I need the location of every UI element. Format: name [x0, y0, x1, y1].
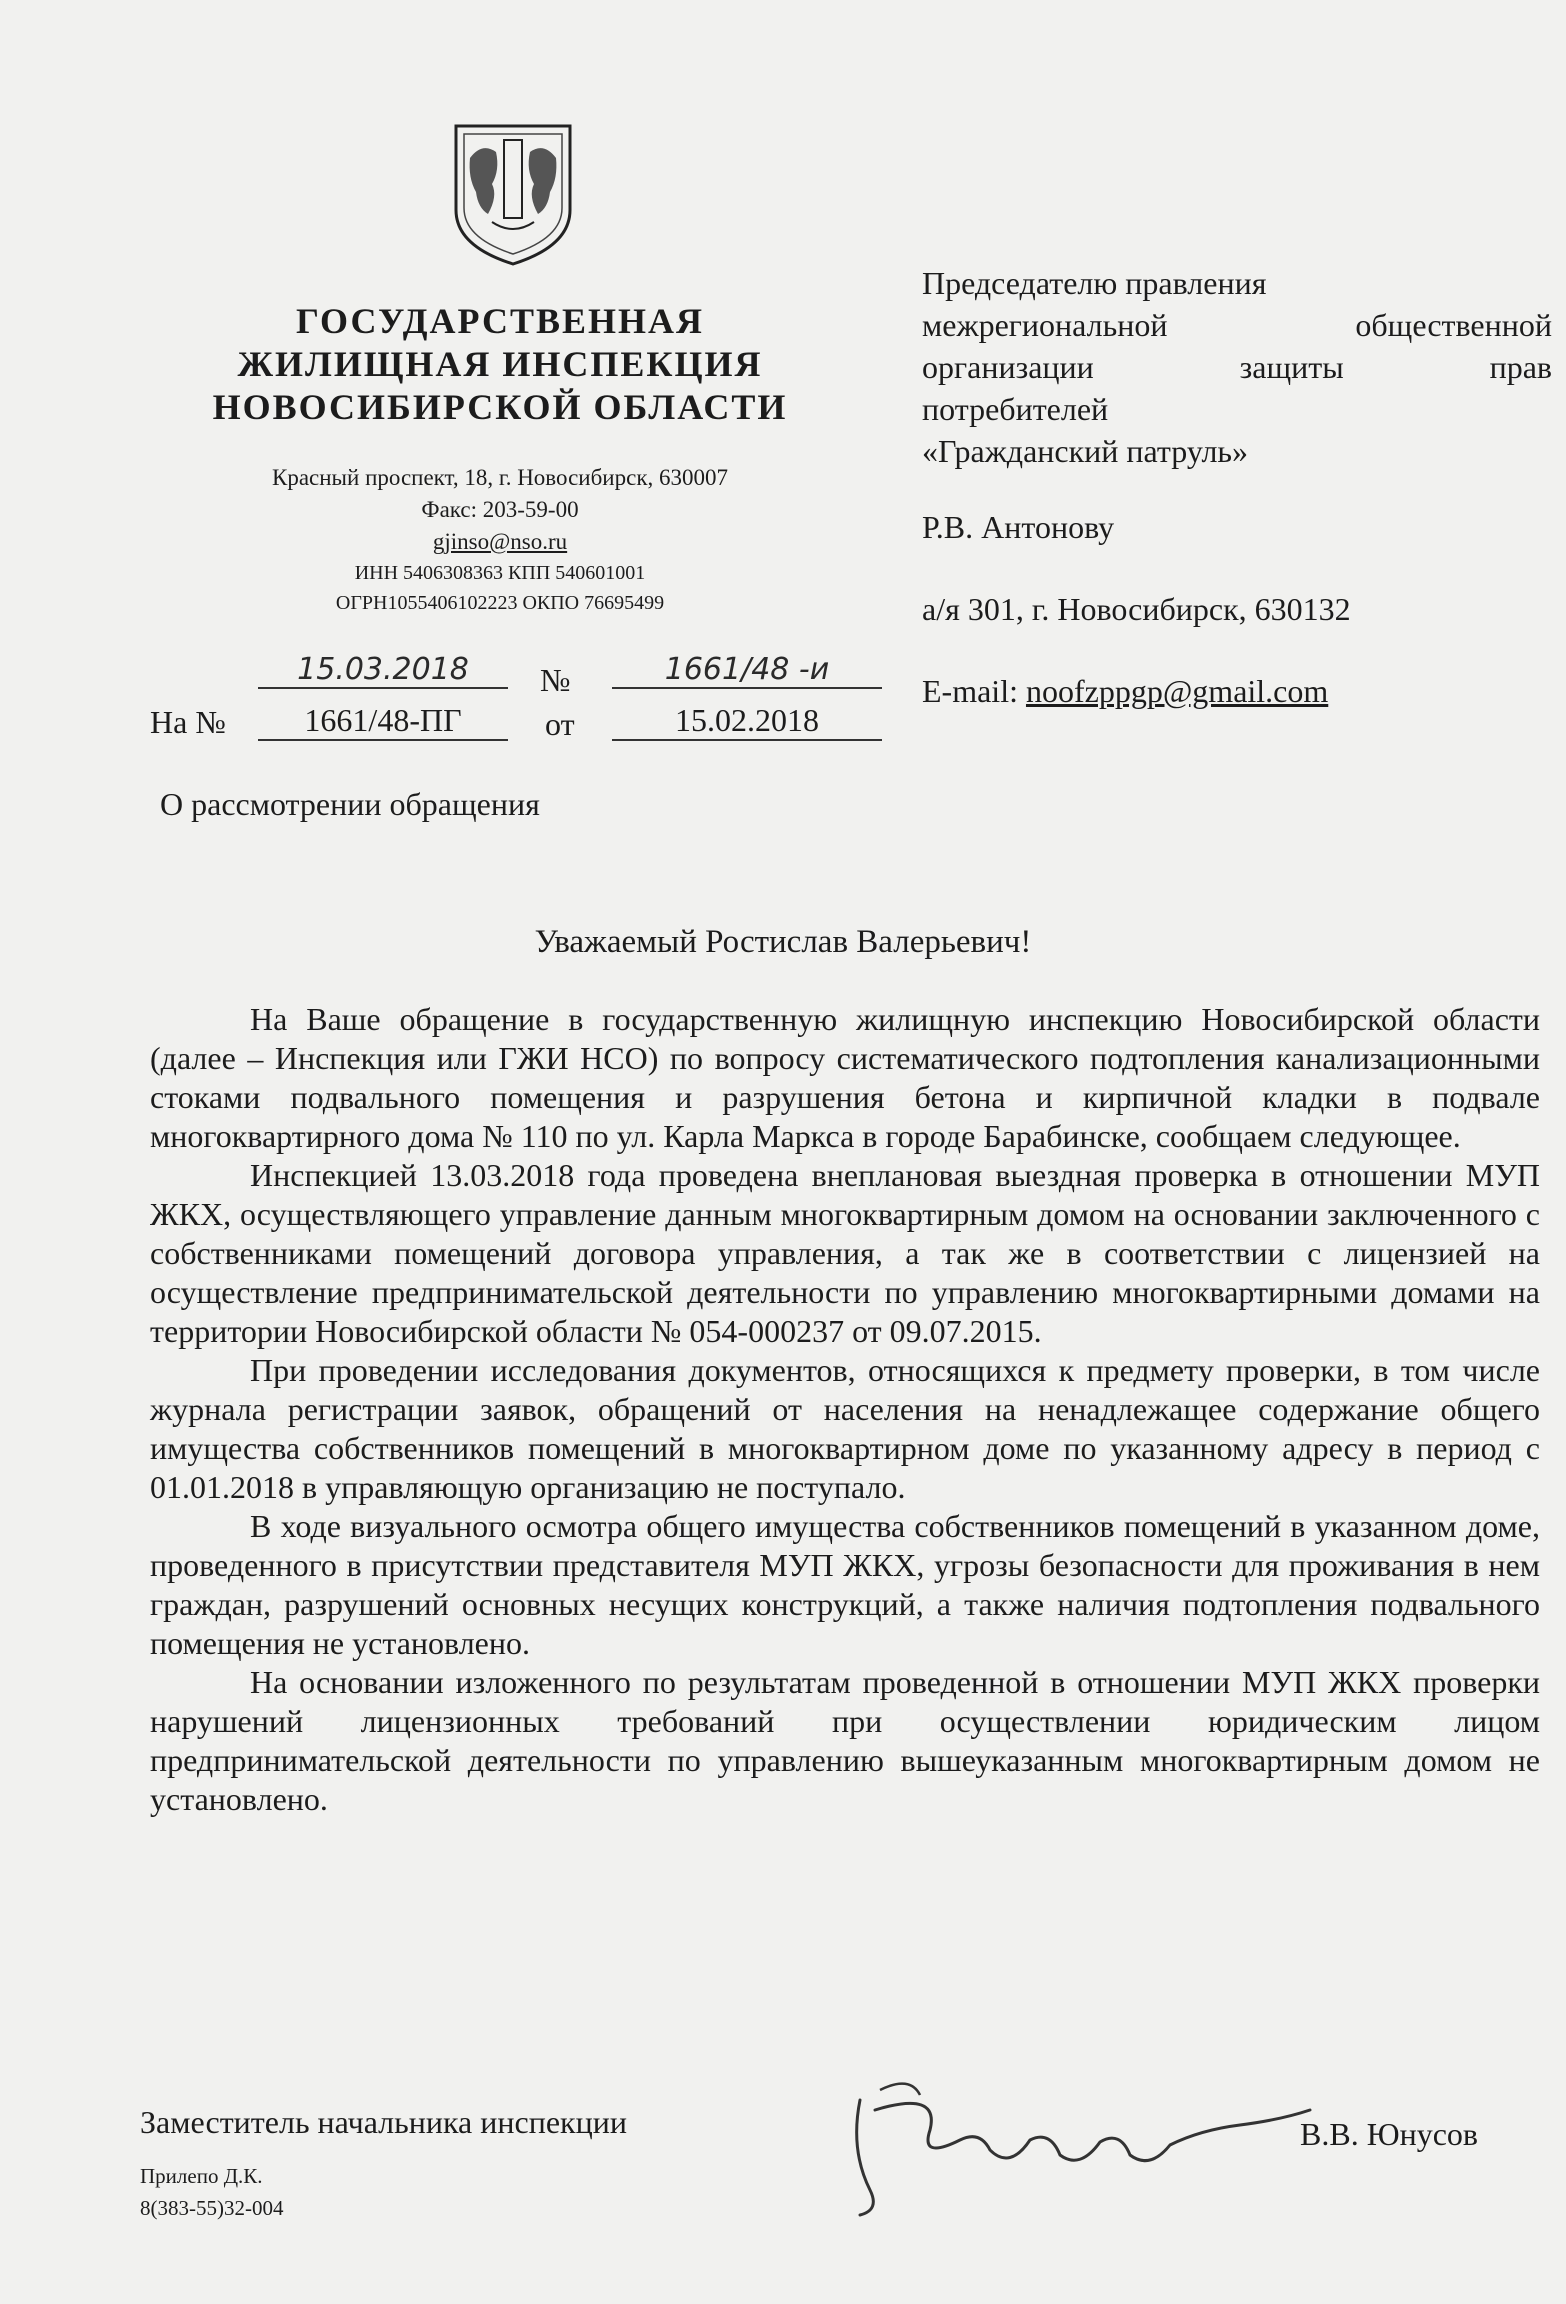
- agency-address: Красный проспект, 18, г. Новосибирск, 630007: [271, 465, 728, 490]
- body-paragraph: В ходе визуального осмотра общего имущества собственников помещений в указанном доме, проведенного в присутствии представителя МУП ЖКХ, угрозы безопасности для проживания в нем граждан, разрушений основных несущих конструкций, а также наличия подтопления подвального помещения не установлено.: [150, 1508, 1540, 1661]
- handwritten-signature-icon: [820, 2070, 1320, 2220]
- addressee-email[interactable]: noofzppgp@gmail.com: [1025, 673, 1329, 709]
- addressee-line: Председателю правления: [922, 265, 1267, 301]
- email-label: E-mail:: [922, 673, 1018, 709]
- addressee-line: потребителей: [922, 391, 1109, 427]
- addressee-block: [922, 262, 1552, 712]
- signatory-position: Заместитель начальника инспекции: [140, 2104, 627, 2140]
- outgoing-number: 1661/48 -и: [612, 652, 882, 689]
- agency-ogrn-okpo: ОГРН1055406102223 ОКПО 76695499: [335, 592, 665, 614]
- agency-line: НОВОСИБИРСКОЙ ОБЛАСТИ: [212, 387, 788, 427]
- executor-name: Прилепо Д.К.: [140, 2164, 263, 2188]
- letter-subject: О рассмотрении обращения: [160, 786, 540, 822]
- agency-email[interactable]: gjinso@nso.ru: [432, 529, 568, 554]
- signatory-name: В.В. Юнусов: [1300, 2116, 1479, 2152]
- greeting: Уважаемый Ростислав Валерьевич!: [534, 924, 1032, 960]
- letter-body: [150, 1000, 1540, 1819]
- body-paragraph: На основании изложенного по результатам проведенной в отношении МУП ЖКХ проверки нарушений лицензионных требований при осуществлении юридическим лицом предпринимательской деятельности по управлению вышеуказанным многоквартирным домом не установлено.: [150, 1664, 1540, 1817]
- agency-line: ЖИЛИЩНАЯ ИНСПЕКЦИЯ: [237, 344, 763, 384]
- agency-line: ГОСУДАРСТВЕННАЯ: [296, 301, 704, 341]
- number-label: №: [540, 662, 571, 698]
- body-paragraph: Инспекцией 13.03.2018 года проведена внеплановая выездная проверка в отношении МУП ЖКХ, осуществляющего управление данным многоквартирным домом на основании заключенного с собственниками помещений договора управления, а так же в соответствии с лицензией на осуществление предпринимательской деятельности по управлению многоквартирными домами на территории Новосибирской области № 054-000237 от 09.07.2015.: [150, 1157, 1540, 1349]
- body-paragraph: При проведении исследования документов, относящихся к предмету проверки, в том числе журнала регистрации заявок, обращений от населения на ненадлежащее содержание общего имущества собственников помещений в многоквартирном доме по указанному адресу в период с 01.01.2018 в управляющую организацию не поступало.: [150, 1352, 1540, 1505]
- from-label: от: [545, 706, 575, 742]
- addressee-line: межрегиональной общественной: [922, 307, 1552, 343]
- addressee-line: организации защиты прав: [922, 349, 1552, 385]
- agency-inn-kpp: ИНН 5406308363 КПП 540601001: [354, 562, 646, 584]
- agency-name: [150, 300, 850, 429]
- body-paragraph: На Ваше обращение в государственную жилищную инспекцию Новосибирской области (далее – Инспекция или ГЖИ НСО) по вопросу систематического подтопления канализационными стоками подвального помещения и разрушения бетона и кирпичной кладки в подвале многоквартирного дома № 110 по ул. Карла Маркса в городе Барабинске, сообщаем следующее.: [150, 1001, 1540, 1154]
- agency-fax: Факс: 203-59-00: [421, 497, 579, 522]
- agency-contacts: [150, 462, 850, 618]
- coat-of-arms-icon: [448, 118, 578, 268]
- executor-block: [140, 2160, 283, 2224]
- addressee-line: «Гражданский патруль»: [922, 433, 1249, 469]
- ref-label: На №: [150, 704, 226, 740]
- addressee-postal: а/я 301, г. Новосибирск, 630132: [922, 591, 1351, 627]
- outgoing-date: 15.03.2018: [258, 652, 508, 689]
- ref-number: 1661/48-ПГ: [258, 702, 508, 741]
- addressee-email-row: [922, 670, 1552, 712]
- addressee-name: Р.В. Антонову: [922, 509, 1115, 545]
- executor-phone: 8(383-55)32-004: [140, 2196, 284, 2220]
- ref-date: 15.02.2018: [612, 702, 882, 741]
